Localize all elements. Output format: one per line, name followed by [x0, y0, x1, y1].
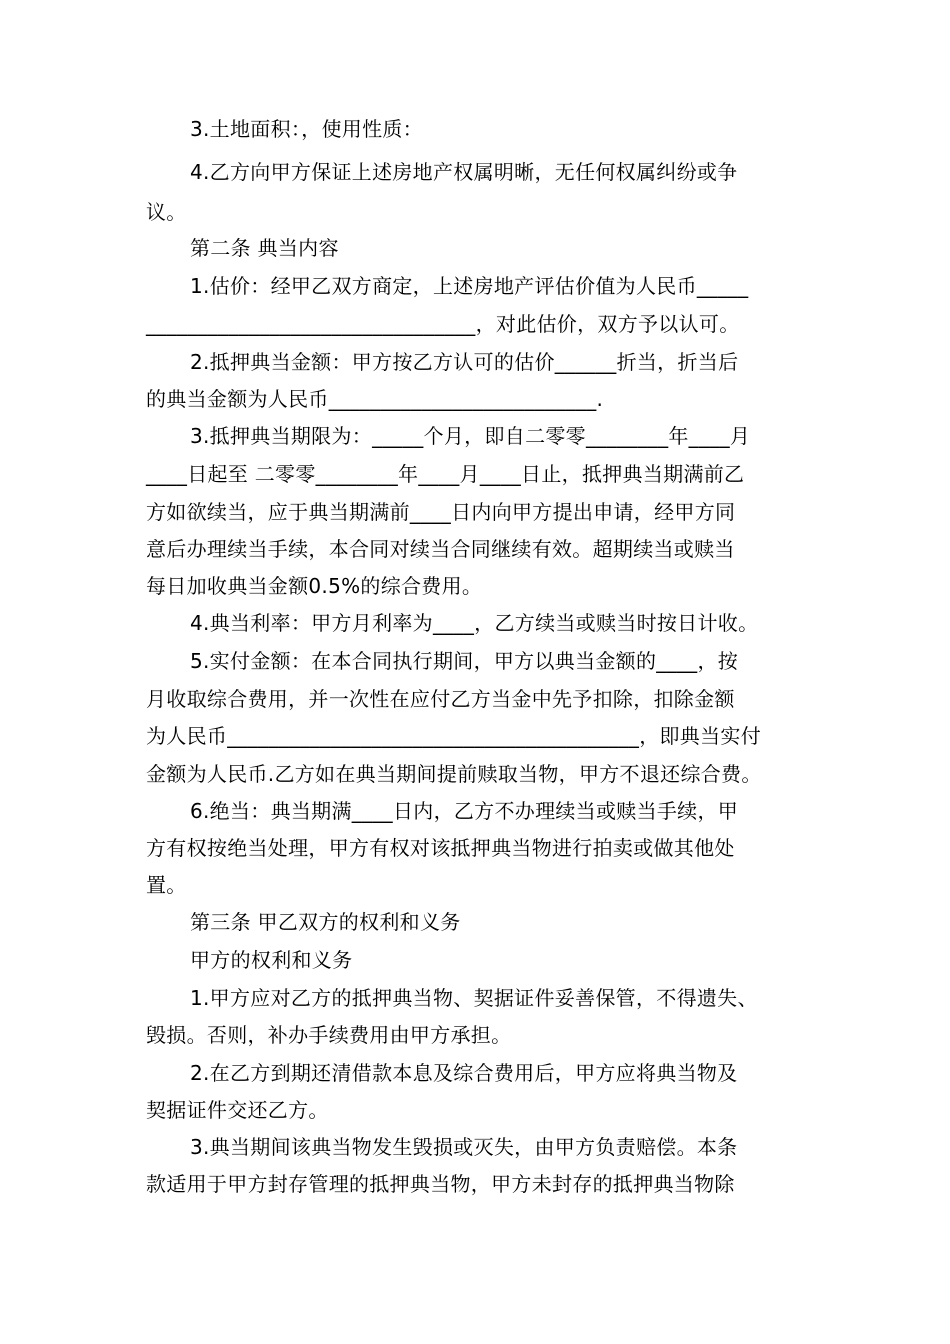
- text-line: 6.绝当：典当期满____日内，乙方不办理续当或赎当手续，甲: [190, 799, 739, 823]
- text-line: 契据证件交还乙方。: [146, 1098, 329, 1122]
- text-line: ________________________________，对此估价，双方予以认可。: [146, 312, 740, 336]
- text-line: 4.乙方向甲方保证上述房地产权属明晰，无任何权属纠纷或争: [190, 160, 738, 184]
- text-line: 议。: [146, 200, 187, 224]
- text-line: 的典当金额为人民币__________________________.: [146, 387, 604, 411]
- subsection-heading: 甲方的权利和义务: [190, 948, 353, 972]
- text-line: 1.甲方应对乙方的抵押典当物、契据证件妥善保管，不得遗失、: [190, 986, 758, 1010]
- text-line: 方有权按绝当处理，甲方有权对该抵押典当物进行拍卖或做其他处: [146, 836, 735, 860]
- text-line: 方如欲续当，应于典当期满前____日内向甲方提出申请，经甲方同: [146, 500, 736, 524]
- text-line: 为人民币________________________________________，即典当实付: [146, 724, 761, 748]
- text-line: 置。: [146, 873, 187, 897]
- text-line: 5.实付金额：在本合同执行期间，甲方以典当金额的____，按: [190, 649, 739, 673]
- text-line: 毁损。否则，补办手续费用由甲方承担。: [146, 1023, 512, 1047]
- text-line: 3.抵押典当期限为：_____个月，即自二零零________年____月: [190, 424, 751, 448]
- text-line: ____日起至 二零零________年____月____日止，抵押典当期满前乙: [146, 462, 745, 486]
- text-line: 1.估价：经甲乙双方商定，上述房地产评估价值为人民币_____: [190, 274, 749, 298]
- text-line: 3.土地面积：，使用性质：: [190, 117, 423, 141]
- text-line: 月收取综合费用，并一次性在应付乙方当金中先予扣除，扣除金额: [146, 687, 735, 711]
- text-line: 金额为人民币.乙方如在典当期间提前赎取当物，甲方不退还综合费。: [146, 762, 762, 786]
- text-line: 每日加收典当金额0.5%的综合费用。: [146, 574, 483, 598]
- section-heading: 第二条 典当内容: [190, 236, 339, 260]
- text-line: 2.在乙方到期还清借款本息及综合费用后，甲方应将典当物及: [190, 1061, 738, 1085]
- text-line: 意后办理续当手续，本合同对续当合同继续有效。超期续当或赎当: [146, 537, 735, 561]
- text-line: 3.典当期间该典当物发生毁损或灭失，由甲方负责赔偿。本条: [190, 1135, 738, 1159]
- section-heading: 第三条 甲乙双方的权利和义务: [190, 910, 461, 934]
- text-line: 款适用于甲方封存管理的抵押典当物，甲方未封存的抵押典当物除: [146, 1172, 735, 1196]
- text-line: 2.抵押典当金额：甲方按乙方认可的估价______折当，折当后: [190, 350, 739, 374]
- text-line: 4.典当利率：甲方月利率为____，乙方续当或赎当时按日计收。: [190, 611, 759, 635]
